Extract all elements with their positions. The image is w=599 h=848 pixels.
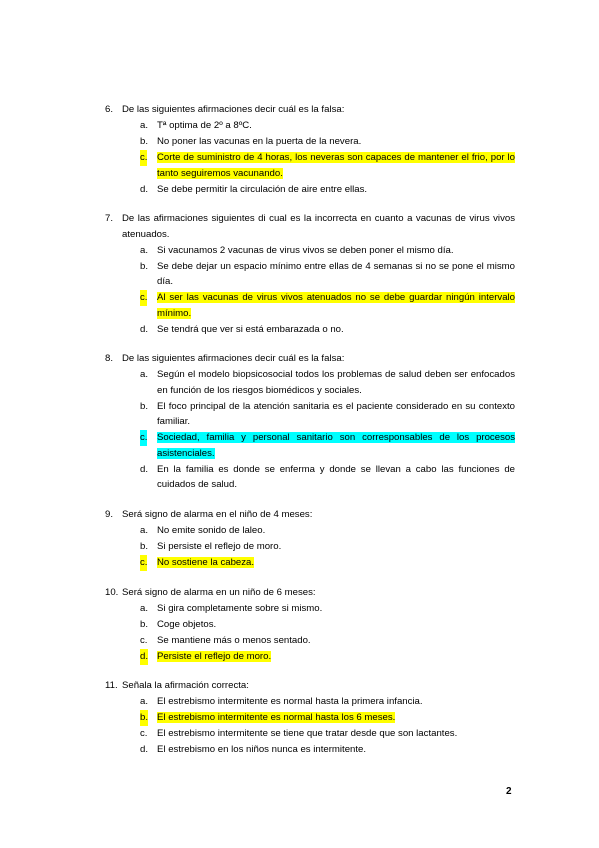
option-text xyxy=(140,462,515,493)
option-text-content: Corte de suministro de 4 horas, los neveras son capaces de mantener el frio, por lo tanto seguiremos vacunando. xyxy=(157,152,515,179)
option-text xyxy=(140,633,515,649)
option-text xyxy=(140,182,515,198)
option-text-content: Tª optima de 2º a 8ºC. xyxy=(157,120,252,131)
question-8 xyxy=(105,351,515,493)
option-text-content: El estrebismo intermitente se tiene que tratar desde que son lactantes. xyxy=(157,728,458,739)
option-text-content: Si persiste el reflejo de moro. xyxy=(157,541,282,552)
option-text xyxy=(140,399,515,430)
option-text xyxy=(140,118,515,134)
option-text xyxy=(140,134,515,150)
question-number: 6. xyxy=(105,104,114,115)
question-number: 9. xyxy=(105,509,114,520)
option-b xyxy=(140,259,515,290)
option-text xyxy=(140,367,515,398)
option-a xyxy=(140,601,515,617)
option-letter: d. xyxy=(140,183,149,195)
option-text-content: El estrebismo en los niños nunca es intermitente. xyxy=(157,744,367,755)
option-text-content: El foco principal de la atención sanitaria es el paciente considerado en su contexto familiar. xyxy=(157,400,515,427)
option-b xyxy=(140,134,515,150)
option-text-content: Persiste el reflejo de moro. xyxy=(157,651,272,662)
option-c-highlighted xyxy=(140,150,515,181)
question-stem xyxy=(105,351,515,367)
question-stem xyxy=(105,585,515,601)
option-text xyxy=(140,742,515,758)
option-text-content: No sostiene la cabeza. xyxy=(157,557,255,568)
option-letter: c. xyxy=(140,430,147,446)
question-number: 8. xyxy=(105,353,114,364)
option-letter: a. xyxy=(140,120,149,131)
option-b xyxy=(140,617,515,633)
option-text-content: El estrebismo intermitente es normal hasta los 6 meses. xyxy=(157,712,396,723)
question-stem xyxy=(105,102,515,118)
option-text-content: No emite sonido de laleo. xyxy=(157,525,266,536)
option-letter: a. xyxy=(140,603,149,614)
option-letter: b. xyxy=(140,400,149,412)
option-b xyxy=(140,539,515,555)
question-stem xyxy=(105,211,515,242)
option-text xyxy=(140,617,515,633)
option-letter: a. xyxy=(140,369,149,380)
option-letter: b. xyxy=(140,710,148,726)
option-text-content: Sociedad, familia y personal sanitario son corresponsables de los procesos asistenciales. xyxy=(157,432,515,459)
option-a xyxy=(140,118,515,134)
option-letter: b. xyxy=(140,136,149,147)
question-9 xyxy=(105,507,515,571)
option-letter: b. xyxy=(140,260,149,272)
question-text: Será signo de alarma en el niño de 4 meses: xyxy=(122,509,313,520)
question-7 xyxy=(105,211,515,337)
option-letter: a. xyxy=(140,244,149,256)
option-letter: c. xyxy=(140,290,147,306)
option-text xyxy=(140,290,515,321)
option-text-content: Se tendrá que ver si está embarazada o no. xyxy=(157,323,344,335)
option-a xyxy=(140,523,515,539)
option-text xyxy=(140,710,515,726)
question-text: Señala la afirmación correcta: xyxy=(122,680,249,691)
option-a xyxy=(140,243,515,259)
option-text-content: Según el modelo biopsicosocial todos los problemas de salud deben ser enfocados en función de los riesgos biomédicos y sociales. xyxy=(157,369,515,396)
option-text-content: Se debe permitir la circulación de aire entre ellas. xyxy=(157,183,368,195)
option-letter: c. xyxy=(140,150,147,166)
option-text xyxy=(140,649,515,665)
option-letter: d. xyxy=(140,463,149,475)
option-text xyxy=(140,430,515,461)
option-d-highlighted xyxy=(140,649,515,665)
option-a xyxy=(140,367,515,398)
question-number: 11. xyxy=(105,680,118,691)
option-text-content: Se debe dejar un espacio mínimo entre ellas de 4 semanas si no se pone el mismo día. xyxy=(157,260,515,287)
option-letter: c. xyxy=(140,728,148,739)
option-text xyxy=(140,259,515,290)
question-6 xyxy=(105,102,515,197)
option-c-highlighted xyxy=(140,430,515,461)
question-10 xyxy=(105,585,515,665)
option-letter: a. xyxy=(140,525,149,536)
option-b xyxy=(140,399,515,430)
question-stem xyxy=(105,507,515,523)
option-text-content: Se mantiene más o menos sentado. xyxy=(157,635,311,646)
option-d xyxy=(140,322,515,338)
option-letter: c. xyxy=(140,635,148,646)
option-d xyxy=(140,462,515,493)
question-number: 7. xyxy=(105,213,114,224)
question-11 xyxy=(105,678,515,758)
page-number: 2 xyxy=(506,786,512,797)
option-text-content: Coge objetos. xyxy=(157,619,217,630)
option-c-highlighted xyxy=(140,290,515,321)
option-letter: d. xyxy=(140,744,149,755)
question-text: De las afirmaciones siguientes di cual es la incorrecta en cuanto a vacunas de virus vivos atenuados. xyxy=(122,213,515,240)
option-letter: d. xyxy=(140,649,148,665)
option-text xyxy=(140,243,515,259)
option-text xyxy=(140,539,515,555)
option-text xyxy=(140,150,515,181)
option-d xyxy=(140,182,515,198)
option-d xyxy=(140,742,515,758)
question-number: 10. xyxy=(105,587,119,598)
option-a xyxy=(140,694,515,710)
option-c xyxy=(140,726,515,742)
option-letter: c. xyxy=(140,555,147,571)
option-c-highlighted xyxy=(140,555,515,571)
option-text xyxy=(140,601,515,617)
option-text-content: Si vacunamos 2 vacunas de virus vivos se deben poner el mismo día. xyxy=(157,244,454,256)
option-letter: b. xyxy=(140,619,149,630)
option-text xyxy=(140,726,515,742)
question-text: De las siguientes afirmaciones decir cuál es la falsa: xyxy=(122,104,345,115)
option-text xyxy=(140,555,515,571)
option-text-content: En la familia es donde se enferma y donde se llevan a cabo las funciones de cuidados de salud. xyxy=(157,463,515,490)
question-text: Será signo de alarma en un niño de 6 meses: xyxy=(122,587,316,598)
question-text: De las siguientes afirmaciones decir cuál es la falsa: xyxy=(122,353,345,364)
option-c xyxy=(140,633,515,649)
option-text-content: El estrebismo intermitente es normal hasta la primera infancia. xyxy=(157,696,423,707)
option-text-content: Al ser las vacunas de virus vivos atenuados no se debe guardar ningún intervalo mínimo. xyxy=(157,292,515,319)
option-letter: b. xyxy=(140,541,149,552)
option-letter: d. xyxy=(140,323,149,335)
option-text xyxy=(140,523,515,539)
option-text-content: Si gira completamente sobre si mismo. xyxy=(157,603,323,614)
option-letter: a. xyxy=(140,696,149,707)
question-stem xyxy=(105,678,515,694)
option-text xyxy=(140,694,515,710)
option-text xyxy=(140,322,515,338)
option-b-highlighted xyxy=(140,710,515,726)
option-text-content: No poner las vacunas en la puerta de la nevera. xyxy=(157,136,362,147)
